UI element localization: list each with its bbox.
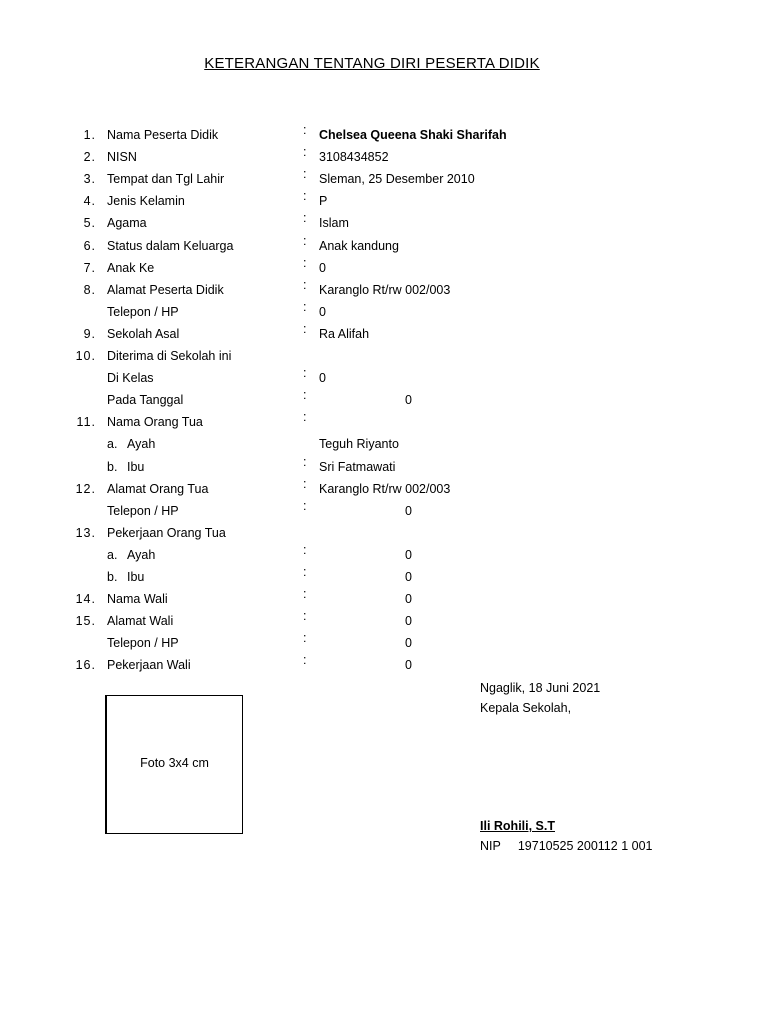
table-row — [0, 388, 768, 413]
row-label — [107, 548, 155, 562]
row-number: 11. — [76, 415, 96, 429]
row-label-text: Alamat Wali — [107, 614, 174, 628]
row-label — [107, 570, 144, 584]
row-colon: : — [303, 587, 307, 601]
row-number: 12. — [75, 482, 96, 496]
signature-name: Ili Rohili, S.T — [480, 819, 555, 833]
table-row — [0, 499, 768, 524]
row-label — [107, 415, 203, 429]
row-label-text: Telepon / HP — [107, 636, 179, 650]
row-label — [107, 305, 179, 319]
row-colon: : — [303, 631, 307, 645]
row-colon: : — [303, 499, 307, 513]
row-value: 0 — [405, 636, 412, 650]
signature-role: Kepala Sekolah, — [480, 701, 572, 715]
row-label — [107, 658, 191, 672]
row-colon: : — [303, 653, 307, 667]
row-label — [107, 194, 185, 208]
row-label-text: Ayah — [127, 548, 156, 562]
table-row — [0, 587, 768, 612]
signature-place-date: Ngaglik, 18 Juni 2021 — [480, 681, 601, 695]
row-colon: : — [303, 145, 307, 159]
table-row — [0, 322, 768, 347]
row-colon: : — [303, 366, 307, 380]
table-row — [0, 145, 768, 170]
row-colon: : — [303, 256, 307, 270]
table-row — [0, 256, 768, 281]
row-colon: : — [303, 477, 307, 491]
row-label-text: NISN — [107, 150, 137, 164]
row-sub-marker: b. — [107, 570, 118, 584]
row-colon: : — [303, 565, 307, 579]
table-row — [0, 410, 768, 435]
row-colon: : — [303, 609, 307, 623]
row-value: Teguh Riyanto — [319, 437, 399, 451]
table-row — [0, 526, 768, 546]
row-colon: : — [303, 123, 307, 137]
row-colon: : — [303, 388, 307, 402]
row-number: 2. — [83, 150, 96, 164]
row-value: 3108434852 — [319, 150, 389, 164]
row-label-text: Agama — [107, 216, 147, 230]
table-row — [0, 366, 768, 391]
row-label-text: Tempat dan Tgl Lahir — [107, 172, 225, 186]
table-row — [0, 437, 768, 457]
row-label — [107, 261, 154, 275]
row-value: 0 — [405, 592, 412, 606]
row-colon: : — [303, 455, 307, 469]
row-value: Islam — [319, 216, 349, 230]
row-label — [107, 327, 179, 341]
row-label-text: Status dalam Keluarga — [107, 239, 234, 253]
row-value: 0 — [405, 570, 412, 584]
row-label — [107, 504, 179, 518]
row-sub-marker: b. — [107, 460, 118, 474]
row-label-text: Pekerjaan Orang Tua — [107, 526, 226, 540]
table-row — [0, 300, 768, 325]
row-label — [107, 239, 233, 253]
row-value: 0 — [319, 371, 326, 385]
row-label — [107, 172, 224, 186]
row-label-text: Diterima di Sekolah ini — [107, 349, 232, 363]
row-label — [107, 460, 144, 474]
nip-label: NIP — [480, 839, 501, 853]
row-label-text: Pekerjaan Wali — [107, 658, 191, 672]
row-colon: : — [303, 543, 307, 557]
row-number: 13. — [75, 526, 96, 540]
row-sub-marker: a. — [107, 548, 118, 562]
row-colon: : — [303, 410, 307, 424]
row-value: Anak kandung — [319, 239, 399, 253]
row-value: Chelsea Queena Shaki Sharifah — [319, 128, 507, 142]
table-row — [0, 278, 768, 303]
row-label-text: Ibu — [127, 570, 145, 584]
row-number: 10. — [75, 349, 96, 363]
row-colon: : — [303, 167, 307, 181]
row-label-text: Sekolah Asal — [107, 327, 180, 341]
table-row — [0, 234, 768, 259]
row-number: 14. — [75, 592, 96, 606]
row-number: 1. — [83, 128, 96, 142]
row-number: 3. — [83, 172, 96, 186]
row-number: 5. — [83, 216, 96, 230]
row-label — [107, 614, 173, 628]
row-label-text: Anak Ke — [107, 261, 155, 275]
row-label-text: Nama Wali — [107, 592, 168, 606]
row-label-text: Di Kelas — [107, 371, 154, 385]
row-label-text: Ibu — [127, 460, 145, 474]
row-label-text: Alamat Orang Tua — [107, 482, 209, 496]
row-value: 0 — [405, 393, 412, 407]
row-colon: : — [303, 278, 307, 292]
row-label — [107, 636, 179, 650]
row-value: Karanglo Rt/rw 002/003 — [319, 482, 451, 496]
row-label — [107, 349, 231, 363]
row-colon: : — [303, 189, 307, 203]
row-label-text: Telepon / HP — [107, 305, 179, 319]
table-row — [0, 455, 768, 480]
row-value: Sri Fatmawati — [319, 460, 396, 474]
signature-nip — [480, 839, 652, 853]
row-value: 0 — [405, 548, 412, 562]
photo-placeholder — [105, 695, 243, 834]
table-row — [0, 189, 768, 214]
row-label — [107, 437, 155, 451]
row-label-text: Ayah — [127, 437, 156, 451]
row-number: 4. — [83, 194, 96, 208]
row-label-text: Pada Tanggal — [107, 393, 184, 407]
row-value: Karanglo Rt/rw 002/003 — [319, 283, 451, 297]
page-title: KETERANGAN TENTANG DIRI PESERTA DIDIK — [204, 55, 540, 72]
row-sub-marker: a. — [107, 437, 118, 451]
table-row — [0, 167, 768, 192]
table-row — [0, 543, 768, 568]
table-row — [0, 565, 768, 590]
row-number: 8. — [83, 283, 96, 297]
row-label-text: Jenis Kelamin — [107, 194, 185, 208]
table-row — [0, 211, 768, 236]
row-label-text: Telepon / HP — [107, 504, 179, 518]
nip-number: 19710525 200112 1 001 — [517, 839, 653, 853]
row-value: P — [319, 194, 328, 208]
row-value: 0 — [319, 305, 326, 319]
row-colon: : — [303, 322, 307, 336]
row-colon: : — [303, 300, 307, 314]
row-label-text: Nama Orang Tua — [107, 415, 203, 429]
row-number: 7. — [83, 261, 96, 275]
table-row — [0, 631, 768, 656]
row-label — [107, 526, 226, 540]
row-number: 16. — [75, 658, 96, 672]
row-value: 0 — [405, 504, 412, 518]
row-colon: : — [303, 211, 307, 225]
row-value: 0 — [405, 614, 412, 628]
table-row — [0, 477, 768, 502]
table-row — [0, 609, 768, 634]
row-label — [107, 283, 224, 297]
table-row — [0, 123, 768, 148]
row-label — [107, 216, 147, 230]
row-value: 0 — [405, 658, 412, 672]
row-label — [107, 128, 218, 142]
row-value: Ra Alifah — [319, 327, 370, 341]
table-row — [0, 653, 768, 678]
row-number: 9. — [83, 327, 96, 341]
row-value: Sleman, 25 Desember 2010 — [319, 172, 475, 186]
row-label — [107, 482, 208, 496]
row-number: 15. — [75, 614, 96, 628]
table-row — [0, 349, 768, 369]
photo-label: Foto 3x4 cm — [140, 756, 209, 770]
row-label-text: Nama Peserta Didik — [107, 128, 219, 142]
row-label — [107, 393, 183, 407]
row-label-text: Alamat Peserta Didik — [107, 283, 224, 297]
row-label — [107, 150, 137, 164]
row-label — [107, 592, 168, 606]
row-colon: : — [303, 234, 307, 248]
row-number: 6. — [83, 239, 96, 253]
row-label — [107, 371, 154, 385]
row-value: 0 — [319, 261, 326, 275]
